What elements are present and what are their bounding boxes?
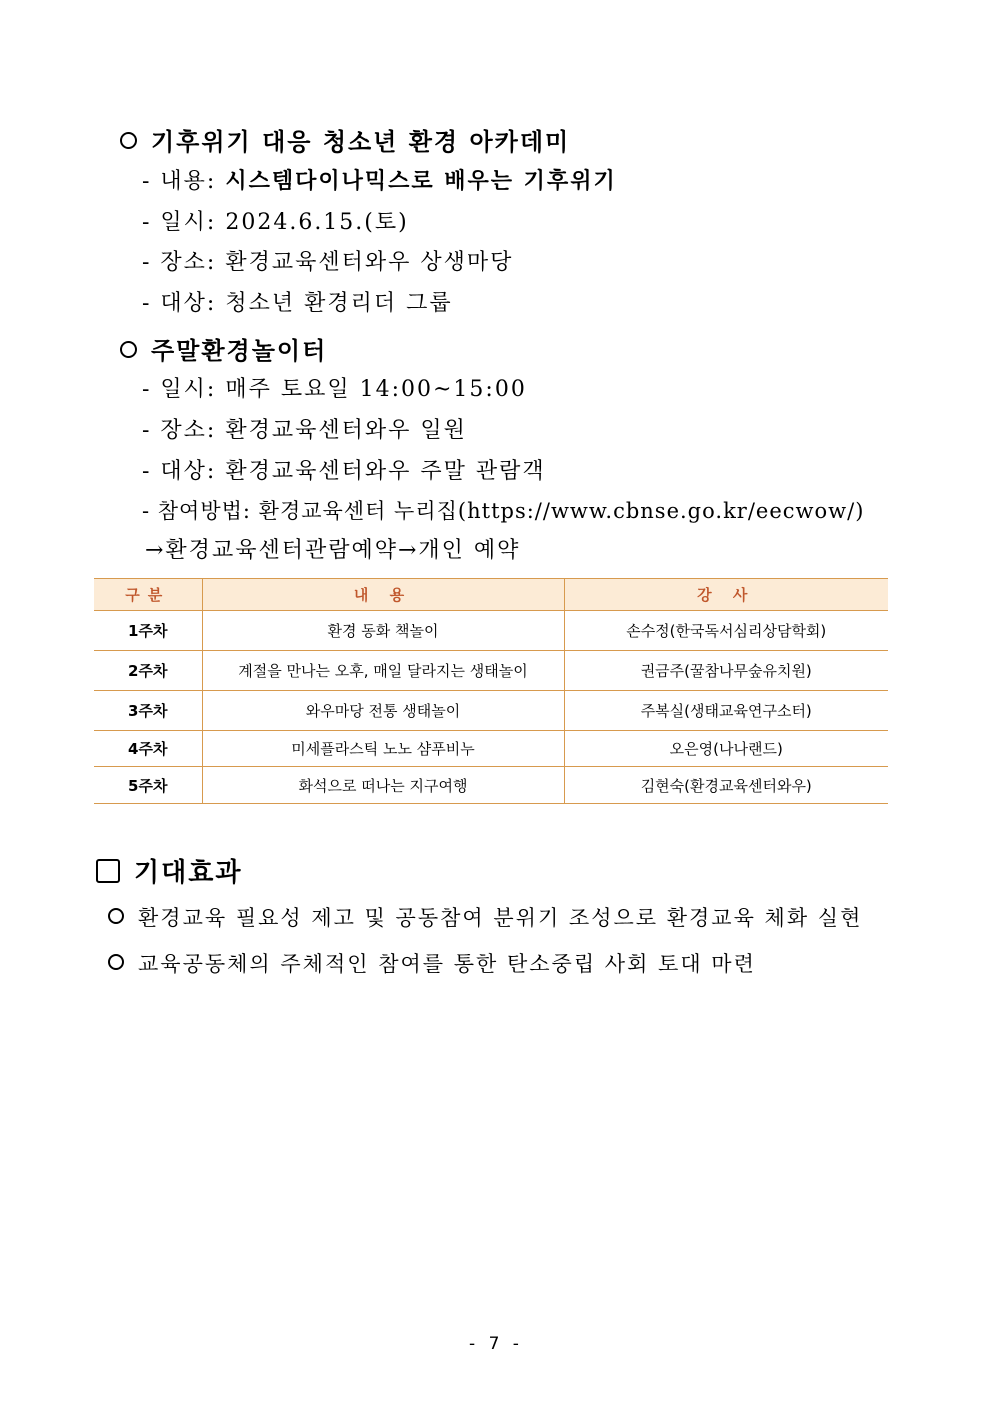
instructor-cell: 주복실(생태교육연구소터) — [564, 691, 888, 731]
effects-heading — [96, 852, 242, 889]
table-row — [94, 731, 888, 767]
table-row — [94, 611, 888, 651]
week-cell: 2주차 — [94, 651, 202, 691]
playground-method: - 참여방법: 환경교육센터 누리집(https://www.cbnse.go.kr/eecwow/) — [142, 499, 865, 523]
circle-bullet-icon — [108, 908, 124, 924]
playground-title: 주말환경놀이터 — [151, 336, 328, 365]
instructor-cell: 김현숙(환경교육센터와우) — [564, 767, 888, 804]
effect-item-text: 환경교육 필요성 제고 및 공동참여 분위기 조성으로 환경교육 체화 실현 — [138, 906, 863, 930]
table-row — [94, 767, 888, 804]
page-number: - 7 - — [469, 1334, 523, 1354]
table-row — [94, 691, 888, 731]
effect-item-text: 교육공동체의 주체적인 참여를 통한 탄소중립 사회 토대 마련 — [138, 952, 756, 976]
week-cell: 5주차 — [94, 767, 202, 804]
playground-place: - 장소: 환경교육센터와우 일원 — [142, 418, 467, 443]
content-cell: 와우마당 전통 생태놀이 — [202, 691, 564, 731]
effect-item — [108, 902, 862, 932]
instructor-cell: 손수정(한국독서심리상담학회) — [564, 611, 888, 651]
instructor-cell: 권금주(꿀참나무숲유치원) — [564, 651, 888, 691]
circle-bullet-icon — [108, 954, 124, 970]
header-instructor: 강 사 — [564, 579, 888, 611]
academy-title: 기후위기 대응 청소년 환경 아카데미 — [151, 127, 571, 156]
header-content: 내 용 — [202, 579, 564, 611]
academy-content-value: 시스템다이나믹스로 배우는 기후위기 — [225, 168, 617, 194]
square-bullet-icon — [96, 859, 120, 883]
program-table — [94, 578, 888, 804]
academy-date: - 일시: 2024.6.15.(토) — [142, 210, 409, 235]
playground-heading — [120, 331, 327, 366]
playground-method-cont: →환경교육센터관람예약→개인 예약 — [145, 538, 521, 563]
week-cell: 3주차 — [94, 691, 202, 731]
table-header-row — [94, 579, 888, 611]
content-cell: 미세플라스틱 노노 샴푸비누 — [202, 731, 564, 767]
instructor-cell: 오은영(나나랜드) — [564, 731, 888, 767]
playground-target: - 대상: 환경교육센터와우 주말 관람객 — [142, 459, 546, 484]
academy-target: - 대상: 청소년 환경리더 그룹 — [142, 291, 453, 316]
table-row — [94, 651, 888, 691]
playground-date: - 일시: 매주 토요일 14:00~15:00 — [142, 377, 527, 402]
academy-content-line — [142, 164, 617, 195]
content-cell: 계절을 만나는 오후, 매일 달라지는 생태놀이 — [202, 651, 564, 691]
content-cell: 화석으로 떠나는 지구여행 — [202, 767, 564, 804]
circle-bullet-icon — [120, 341, 137, 358]
circle-bullet-icon — [120, 132, 137, 149]
effect-item — [108, 948, 756, 978]
week-cell: 4주차 — [94, 731, 202, 767]
header-week: 구분 — [94, 579, 202, 611]
content-cell: 환경 동화 책놀이 — [202, 611, 564, 651]
effects-title: 기대효과 — [134, 858, 243, 888]
academy-content-label: - 내용: — [142, 169, 226, 194]
academy-place: - 장소: 환경교육센터와우 상생마당 — [142, 250, 514, 275]
week-cell: 1주차 — [94, 611, 202, 651]
academy-heading — [120, 122, 570, 157]
